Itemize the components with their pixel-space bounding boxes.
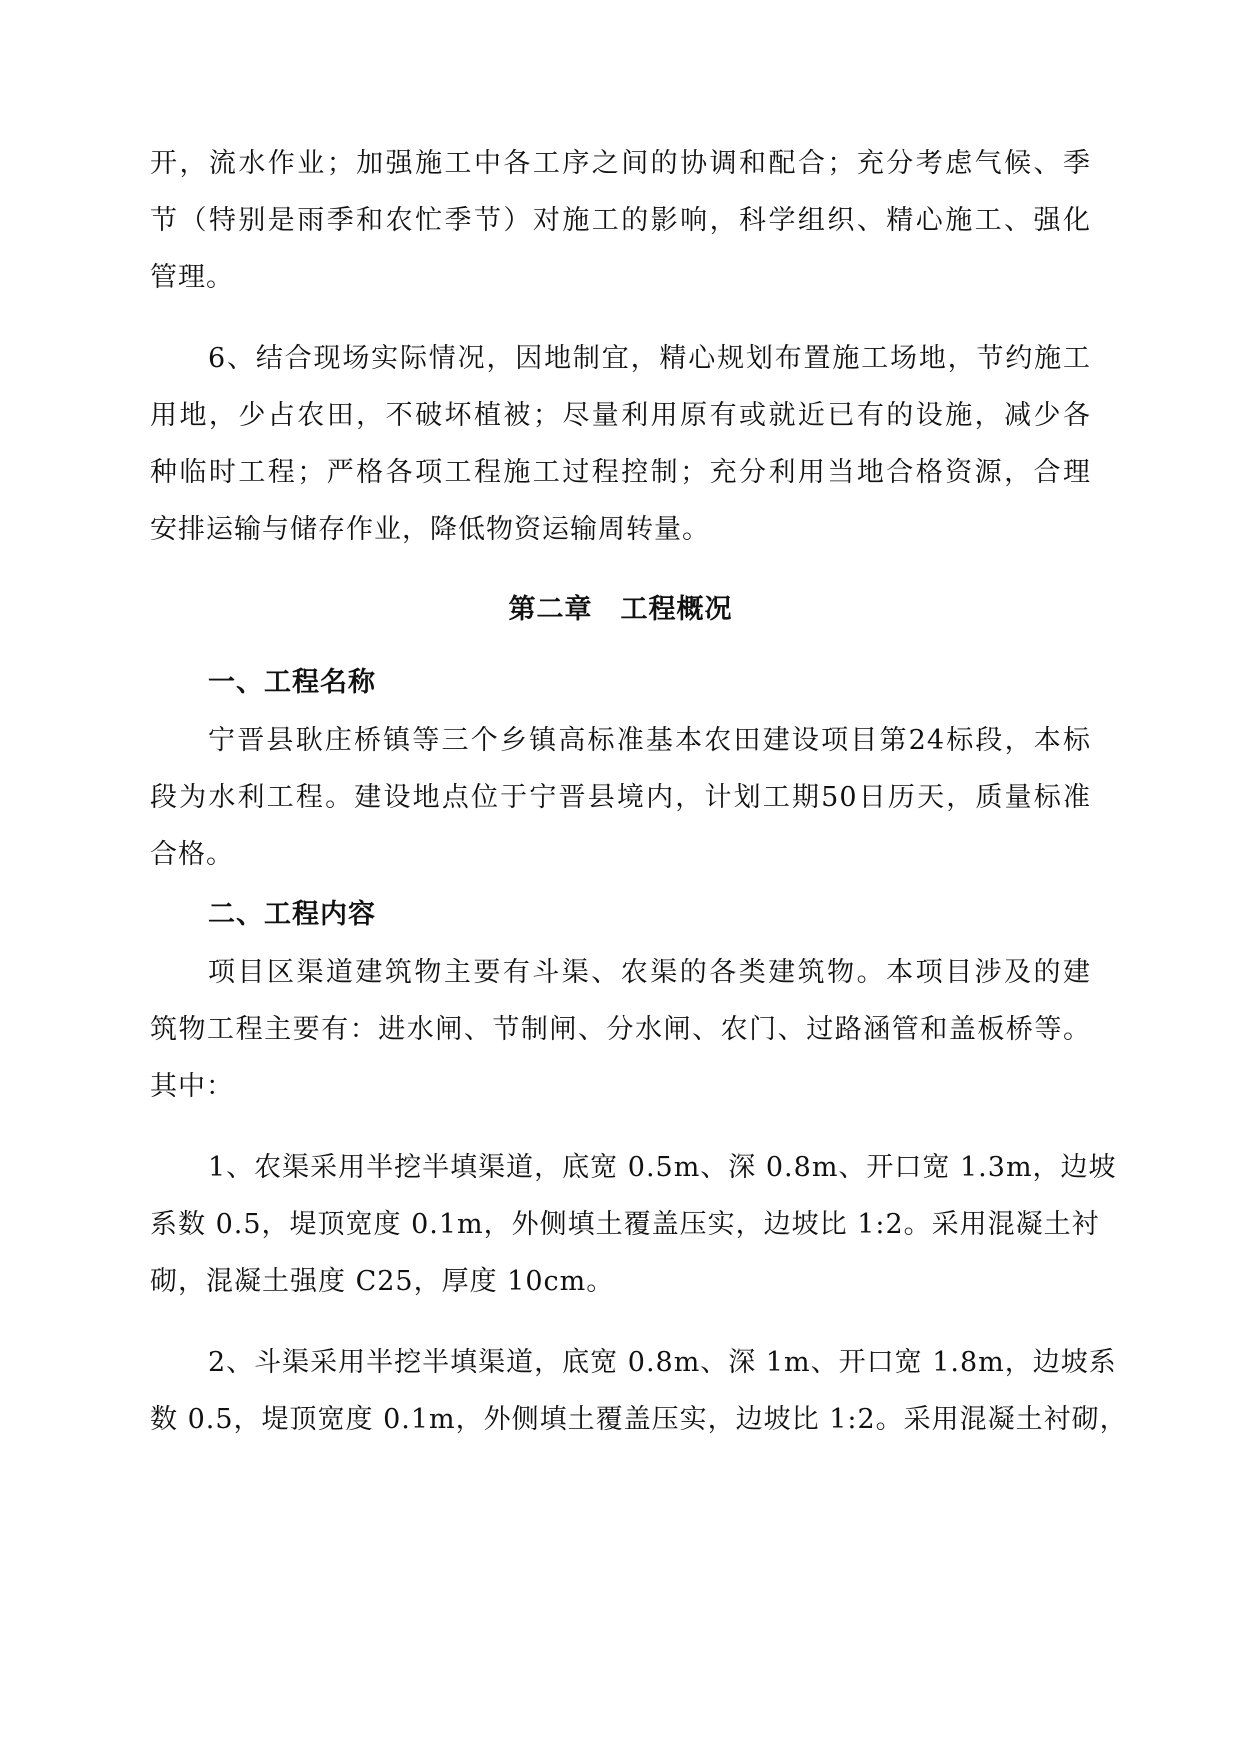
paragraph-line: 项目区渠道建筑物主要有斗渠、农渠的各类建筑物。本项目涉及的建 [208,957,1091,988]
paragraph-line: 节（特别是雨季和农忙季节）对施工的影响，科学组织、精心施工、强化 [150,205,1091,236]
paragraph-line: 种临时工程；严格各项工程施工过程控制；充分利用当地合格资源，合理 [150,457,1091,488]
paragraph-line: 数 0.5，堤顶宽度 0.1m，外侧填土覆盖压实，边坡比 1:2。采用混凝土衬砌， [150,1404,1128,1435]
paragraph-line: 其中： [150,1071,234,1102]
paragraph-line: 砌，混凝土强度 C25，厚度 10cm。 [150,1266,615,1297]
paragraph-line: 安排运输与储存作业，降低物资运输周转量。 [150,514,710,545]
chapter-heading: 第二章 工程概况 [508,594,733,625]
paragraph-line: 管理。 [150,262,234,293]
section-heading: 二、工程内容 [208,899,376,930]
paragraph-line: 开，流水作业；加强施工中各工序之间的协调和配合；充分考虑气候、季 [150,148,1091,179]
paragraph-line: 合格。 [150,839,234,870]
paragraph-line: 1、农渠采用半挖半填渠道，底宽 0.5m、深 0.8m、开口宽 1.3m，边坡 [208,1152,1117,1183]
paragraph-line: 段为水利工程。建设地点位于宁晋县境内，计划工期50日历天，质量标准 [150,782,1091,813]
paragraph-line: 2、斗渠采用半挖半填渠道，底宽 0.8m、深 1m、开口宽 1.8m，边坡系 [208,1347,1117,1378]
section-heading: 一、工程名称 [208,667,376,698]
paragraph-line: 系数 0.5，堤顶宽度 0.1m，外侧填土覆盖压实，边坡比 1:2。采用混凝土衬 [150,1209,1100,1240]
paragraph-line: 宁晋县耿庄桥镇等三个乡镇高标准基本农田建设项目第24标段，本标 [208,725,1091,756]
paragraph-line: 用地，少占农田，不破坏植被；尽量利用原有或就近已有的设施，减少各 [150,400,1091,431]
paragraph-line: 6、结合现场实际情况，因地制宜，精心规划布置施工场地，节约施工 [208,343,1091,374]
paragraph-line: 筑物工程主要有：进水闸、节制闸、分水闸、农门、过路涵管和盖板桥等。 [150,1014,1091,1045]
